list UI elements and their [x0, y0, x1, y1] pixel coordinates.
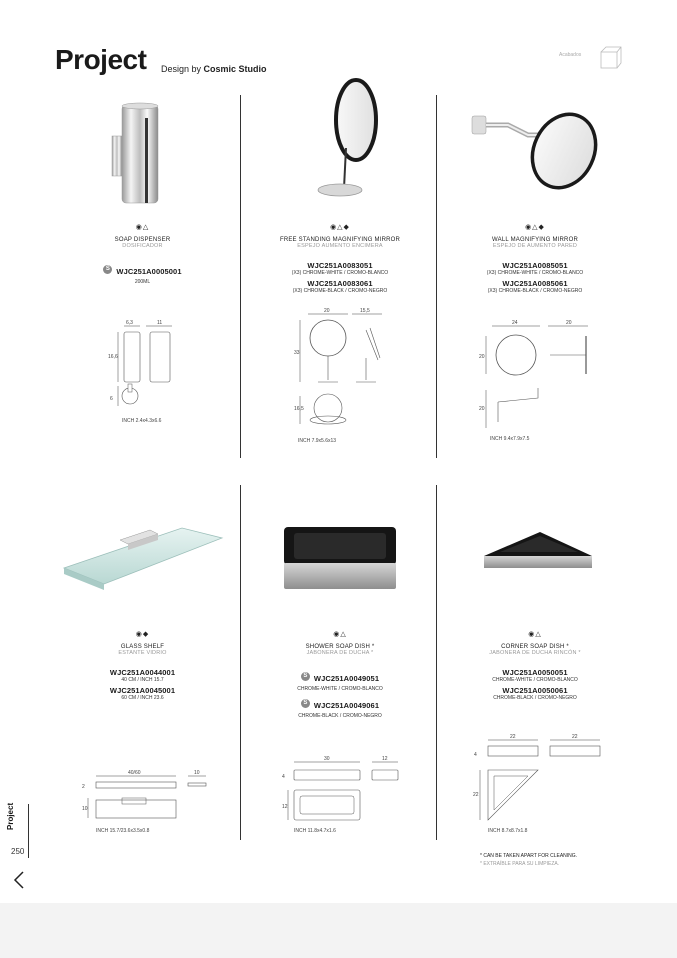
page-number: 250: [11, 847, 25, 856]
dim-label: 4: [282, 774, 285, 780]
footnote-es: * EXTRAÍBLE PARA SU LIMPIEZA.: [480, 861, 560, 867]
dim-label: 6: [110, 396, 113, 402]
dims-note: INCH 15.7/23.6x3.5x0.8: [96, 828, 150, 834]
product-name: SOAP DISPENSER: [114, 237, 171, 243]
product-code-desc: (X3) CHROME-BLACK / CROMO-NEGRO: [292, 288, 388, 294]
shower-soap-dish-image: [280, 523, 400, 595]
finish-icons: ◉△: [333, 631, 347, 638]
dim-label: 40/60: [128, 770, 141, 776]
free-standing-mirror-drawing: [290, 308, 400, 444]
dims-note: INCH 7.9x5.6x13: [298, 438, 337, 444]
product-name-es: ESPEJO AUMENTO ENCIMERA: [297, 243, 383, 249]
designer-credit: [161, 64, 267, 74]
product-soap-dispenser: [60, 223, 225, 285]
product-code: WJC251A0044001: [109, 668, 176, 677]
finish-icons: ◉△: [135, 224, 150, 231]
dim-label: 15,5: [360, 308, 370, 314]
product-name-es: ESPEJO DE AUMENTO PARED: [492, 243, 578, 249]
finish-icons: ◉△: [528, 631, 542, 638]
corner-soap-dish-drawing: [472, 734, 602, 836]
product-code-desc: CHROME-BLACK / CROMO-NEGRO: [298, 713, 382, 719]
finish-legend: Acabados: [559, 52, 582, 58]
column-divider: [436, 485, 437, 840]
product-code: WJC251A0050061: [502, 686, 568, 695]
dim-label: 12: [282, 804, 288, 810]
product-wall-mirror: [450, 223, 620, 294]
glass-shelf-image: [62, 508, 224, 596]
dim-label: 33: [294, 350, 300, 356]
stock-badge-icon: S: [301, 699, 310, 708]
dim-label: 12: [382, 756, 388, 762]
product-name-es: JABONERA DE DUCHA *: [306, 650, 374, 656]
page-title: Project: [55, 44, 147, 75]
product-name: CORNER SOAP DISH *: [501, 644, 569, 650]
wall-mirror-drawing: [478, 318, 598, 444]
section-divider: [28, 804, 29, 858]
stock-badge-icon: S: [103, 265, 112, 274]
product-code: WJC251A0050051: [502, 668, 568, 677]
product-name-es: ESTANTE VIDRIO: [118, 650, 167, 656]
dims-note: INCH 11.8x4.7x1.6: [294, 828, 336, 834]
product-code: WJC251A0049051: [313, 674, 380, 683]
dim-label: 24: [512, 320, 518, 326]
dims-note: INCH 8.7x8.7x1.8: [488, 828, 528, 834]
wall-mirror-image: [468, 100, 598, 195]
glass-shelf-drawing: [78, 768, 218, 836]
soap-dispenser-drawing: [100, 318, 190, 422]
soap-dispenser-image: [100, 100, 180, 210]
product-name: FREE STANDING MAGNIFYING MIRROR: [279, 237, 401, 243]
footnote: [480, 853, 577, 867]
column-divider: [436, 95, 437, 458]
product-code: WJC251A0045001: [109, 686, 176, 695]
dims-note: INCH 9.4x7.9x7.5: [490, 436, 530, 442]
column-divider: [240, 95, 241, 458]
dim-label: 16,6: [108, 354, 118, 360]
dim-label: 10: [194, 770, 200, 776]
stock-badge-icon: S: [301, 672, 310, 681]
product-code: WJC251A0049061: [313, 701, 380, 710]
chevron-left-icon[interactable]: [12, 870, 26, 890]
finish-icons: ◉△◆: [525, 224, 545, 231]
product-name-es: JABONERA DE DUCHA RINCÓN *: [489, 650, 581, 656]
dim-label: 11: [157, 320, 163, 326]
designer-prefix: Design by: [161, 64, 202, 74]
footnote-en: * CAN BE TAKEN APART FOR CLEANING.: [480, 853, 578, 859]
free-standing-mirror-image: [300, 78, 390, 208]
product-code-desc: 60 CM / INCH 23.6: [121, 695, 164, 701]
shower-soap-dish-drawing: [280, 756, 410, 836]
dim-label: 20: [566, 320, 572, 326]
product-code-desc: (X3) CHROME-BLACK / CROMO-NEGRO: [487, 288, 583, 294]
product-name: WALL MAGNIFYING MIRROR: [492, 237, 578, 243]
section-label: Project: [6, 802, 15, 830]
dim-label: 30: [324, 756, 330, 762]
product-name-es: DOSIFICADOR: [122, 243, 163, 249]
product-code-desc: (X3) CHROME-WHITE / CROMO-BLANCO: [486, 270, 584, 276]
product-code-desc: CHROME-WHITE / CROMO-BLANCO: [297, 686, 383, 692]
cube-icon: [598, 45, 622, 71]
product-shower-soap-dish: [255, 630, 425, 719]
corner-soap-dish-image: [480, 530, 596, 590]
dim-label: 22: [510, 734, 516, 740]
dim-label: 22: [473, 792, 479, 798]
product-code-desc: (X3) CHROME-WHITE / CROMO-BLANCO: [291, 270, 389, 276]
dim-label: 20: [479, 406, 485, 412]
finish-icons: ◉◆: [135, 631, 150, 638]
dim-label: 4: [474, 752, 477, 758]
product-code: WJC251A0005001: [116, 267, 182, 276]
viewer-footer: [0, 903, 677, 958]
product-code-desc: CHROME-BLACK / CROMO-NEGRO: [493, 695, 577, 701]
product-name: GLASS SHELF: [120, 644, 165, 650]
dim-label: 10: [82, 806, 88, 812]
finish-icons: ◉△◆: [330, 224, 350, 231]
designer-name: Cosmic Studio: [203, 64, 267, 74]
dim-label: 2: [82, 784, 85, 790]
product-code: WJC251A0083061: [307, 279, 373, 288]
product-code-desc: CHROME-WHITE / CROMO-BLANCO: [492, 677, 578, 683]
product-code-desc: 40 CM / INCH 15.7: [121, 677, 164, 683]
dim-label: 6,3: [126, 320, 133, 326]
product-code: WJC251A0085051: [502, 261, 568, 270]
product-code: WJC251A0083051: [307, 261, 373, 270]
dim-label: 20: [324, 308, 330, 314]
dim-label: 20: [479, 354, 485, 360]
product-free-standing-mirror: [255, 223, 425, 294]
product-code: WJC251A0085061: [502, 279, 568, 288]
product-name: SHOWER SOAP DISH *: [305, 644, 375, 650]
dim-label: 16,5: [294, 406, 304, 412]
product-glass-shelf: [60, 630, 225, 701]
dims-note: INCH 2.4x4.3x6.6: [122, 418, 162, 422]
column-divider: [240, 485, 241, 840]
product-corner-soap-dish: [450, 630, 620, 701]
dim-label: 22: [572, 734, 578, 740]
product-code-desc: 200ML: [134, 279, 151, 285]
